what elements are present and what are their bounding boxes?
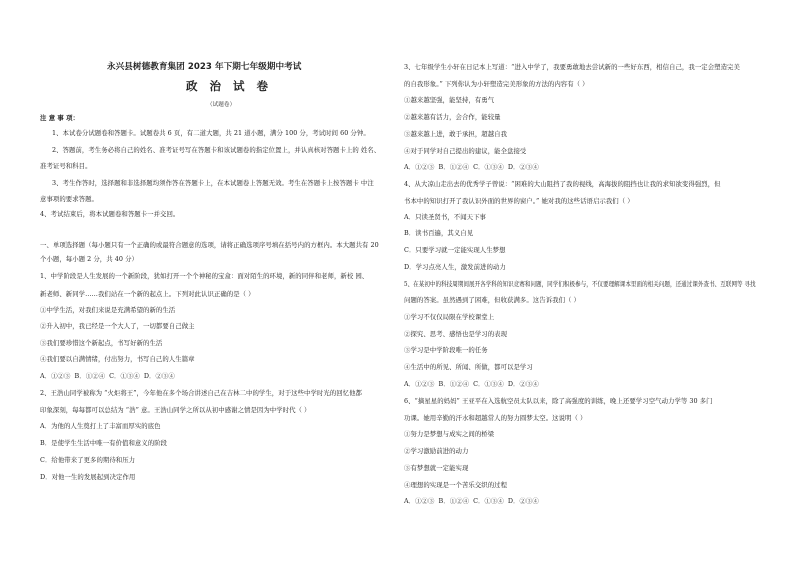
instruction-line: 2、答题前，考生务必将自己的姓名、准考证号写在答题卡和该试题卷的指定位置上，并认真核对答题卡上的 姓名、 (52, 146, 381, 154)
question-6-statement: ③有梦想就一定能实现 (404, 464, 469, 472)
instruction-line: 准考证号和科目。 (40, 162, 92, 170)
instruction-line: 4、考试结束后，将本试题卷和答题卡一并交回。 (40, 210, 180, 218)
question-3-stem: 的自我形象。” 下列你认为小轩塑造完美形象的方法的内容有（ ） (404, 80, 589, 88)
instruction-line: 意事项的要求答题。 (40, 195, 98, 203)
question-5-statement: ③学习是中学阶段唯一的任务 (404, 346, 488, 354)
question-2-option-d: D．对他一生的发展起到决定作用 (40, 473, 136, 481)
question-3-statement: ②越来越有活力，会合作，能较量 (404, 113, 501, 121)
question-1-statement: ②升入初中，我已经是一个大人了，一切都要自己做主 (40, 322, 195, 330)
question-3-statement: ①越来越坚强，能坚持，有勇气 (404, 96, 495, 104)
question-1-statement: ①中学生活，对我们来说是充满希望的新的生活 (40, 306, 176, 314)
question-3-choices: A．①②③ B．①②④ C．①③④ D．②③④ (404, 163, 539, 171)
question-6-stem: 6、“摘星星的妈妈” 王亚平在入选航空员太队以来，除了高强度的训练，晚上还要学习空气动力学等 30 多门 (404, 397, 713, 405)
question-6-statement: ①努力是梦想与成实之间的桥梁 (404, 430, 495, 438)
instruction-line: 3、考生作答时，选择题和非选择题均须作答在答题卡上，在本试题卷上答题无效。考生在答题卡上按答题卡 中注 (52, 179, 374, 187)
question-5-statement: ④生活中的所见、所闻、所做，都可以是学习 (404, 363, 533, 371)
question-4-option-d: D．学习点亮人生，激发前进的动力 (404, 263, 506, 271)
question-1-choices: A．①②③ B．①②④ C．①③④ D．②③④ (40, 372, 175, 380)
subject-title: 政 治 试 卷 (186, 79, 273, 93)
question-1-statement: ④我们要以自满情绪，付出努力，书写自己的人生篇章 (40, 355, 195, 363)
question-1-stem: 1、中学阶段是人生发展的一个新阶段，犹如打开一个个神秘的宝盒：面对陌生的环境，新的同伴和老师，新校 园、 (40, 272, 369, 280)
question-6-stem: 功课。她用辛勤的汗水和超越常人的努力圆梦太空。这说明（ ） (404, 414, 587, 422)
question-1-stem: 新老师、新同学……我们站在一个新的起点上。下列对此认识正确的是（ ） (40, 290, 255, 298)
section-one-heading: 个小题，每小题 2 分，共 40 分） (40, 255, 138, 263)
booklet-note: （试题卷） (207, 102, 236, 108)
question-3-stem: 3、七年级学生小轩在日记本上写道：“进入中学了，我要勇敢地去尝试新的一些好东西，相信自己，我一定会塑造完美 (404, 63, 740, 71)
question-2-option-b: B．是使学生生活中唯一有价值和意义的阶段 (40, 439, 168, 447)
question-6-statement: ②学习激励前进的动力 (404, 447, 469, 455)
instructions-heading: 注 意 事 项： (40, 114, 80, 122)
question-2-option-c: C．给他带来了更多的期待和压力 (40, 456, 136, 464)
question-2-option-a: A．为他的人生奠打上了丰富而厚实的底色 (40, 422, 161, 430)
question-4-option-a: A．只读圣贤书，不闻天下事 (404, 213, 486, 221)
question-6-choices: A．①②③ B．①②④ C．①③④ D．②③④ (404, 497, 539, 505)
question-5-choices: A．①②③ B．①②④ C．①③④ D．②③④ (404, 380, 539, 388)
question-5-stem: 问题的答案。虽然遇到了困难，但收获满多。这告诉我们（ ） (404, 296, 580, 304)
question-1-statement: ③我们要珍惜这个新起点，书写好新的生活 (40, 339, 163, 347)
exam-header-title: 永兴县树德教育集团 2023 年下期七年级期中考试 (107, 62, 302, 72)
section-one-heading: 一、单项选择题（每小题只有一个正确的或最符合题意的选项，请将正确选项序号填在括号内的方框内。本大题共有 20 (40, 241, 379, 249)
question-6-statement: ④理想的实现是一个苦乐交织的过程 (404, 481, 508, 489)
question-5-statement: ①学习不仅仅局限在学校课堂上 (404, 313, 495, 321)
question-5-statement: ②探究、思考、感悟也是学习的表现 (404, 330, 508, 338)
question-3-statement: ④对于同学对自己提出的建议，能全盘接受 (404, 147, 527, 155)
question-5-stem: 5、在某初中的科技周期间展开各学科的知识竞赛和问题，同学们积极参与，不仅要理解课本里面的相关问题，还通过课外查书、互联网等 寻找 (404, 280, 756, 288)
question-2-stem: 印象深刻，每每都可以总结为 “浩” 意。王浩山同学之所以从初中感谢之情是因为中学时代（ ） (40, 406, 311, 414)
instruction-line: 1、本试卷分试题卷和答题卡。试题卷共 6 页，有二道大题，共 21 道小题，满分 100 分，考试时间 60 分钟。 (52, 129, 370, 137)
question-4-stem: 书本中的知识打开了我认识外面的世界的窗户。” 她对我的这些话语启示我们（ ） (404, 197, 634, 205)
question-4-stem: 4、从大凉山走出去的优秀学子曾说：“困难的大山阻挡了我的视线，高海拔的阻挡也让我的求知欲变得强烈，但 (404, 180, 721, 188)
question-4-option-c: C．只要学习就一定能实现人生梦想 (404, 246, 506, 254)
question-3-statement: ③越来越上进，敢于承担，超越自我 (404, 130, 508, 138)
question-2-stem: 2、王浩山同学被称为 “火炬将王”，今年他在多个场合讲述自己在吉林二中的学生，对于这些中学时光的回忆他都 (40, 389, 362, 397)
question-4-option-b: B．读书百遍，其义自见 (404, 229, 474, 237)
